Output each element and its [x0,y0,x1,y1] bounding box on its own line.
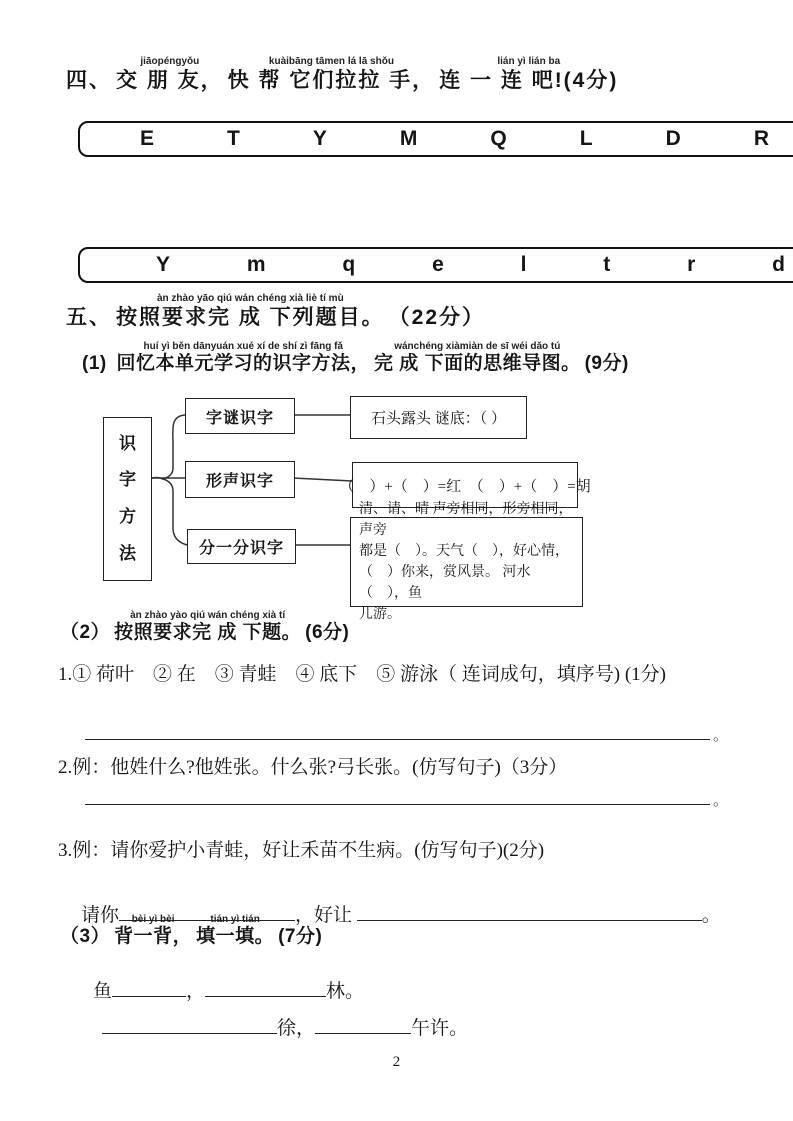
uppercase-letter-strip [78,121,793,157]
heading-text: (9分) [584,353,629,374]
heading-segment [439,56,618,93]
heading-text: 回忆本单元学习的识字方法， [116,353,371,374]
fill-end: 。 [701,905,721,926]
heading-text: (6分) [305,622,350,643]
leaf-line: （ ）你来，赏风景。 河水（ ），鱼 [359,565,531,601]
heading-segment [66,293,112,330]
heading-text: 按照要求完 成 下题。 [114,622,302,643]
fill-blank [357,900,702,921]
pinyin-text: wánchéng xiàmiàn de sī wéi dǎo tú [394,341,561,352]
heading-segment [389,293,485,330]
letter: T [227,127,240,150]
pinyin-text: àn zhào yāo qiú wán chéng xià liè tí mù [156,293,344,304]
heading-segment [585,341,629,376]
pinyin-text: lián yì lián ba [497,56,561,67]
heading-segment [60,610,110,645]
heading-text: 交 朋 友， [116,69,224,92]
question1-heading [82,341,633,376]
letter: Y [156,253,171,276]
leaf-line: 清、请、晴 声旁相同，形旁相同，声旁 [359,502,573,538]
letter: R [753,127,769,150]
fill-blank [315,1013,411,1034]
heading-segment [374,341,581,376]
leaf-box-split-answer [350,502,583,622]
poem-text: 林。 [326,981,365,1002]
heading-text: 完 成 下面的思维导图。 [374,353,581,374]
heading-segment [116,293,385,330]
letter: e [432,253,444,276]
leaf-line: 都是（ ）。天气（ ），好心情， [359,544,569,559]
leaf-box-phonetic-answer: （ ）+（ ）=红 （ ）+（ ）=胡 [352,462,578,508]
lowercase-letter-strip [78,247,793,283]
letter: L [579,127,593,150]
letter: l [520,253,527,276]
letter: m [246,253,266,276]
section5-heading [66,293,489,330]
diagram-root-box [103,417,152,581]
letter: r [687,253,696,276]
heading-segment [60,914,110,949]
heading-segment [114,610,301,645]
heading-text: （22分） [388,306,486,329]
heading-text: 快 帮 它们拉拉 手， [227,69,436,92]
fill-prefix: 请你 [81,905,120,926]
heading-text: 背一背， [114,926,193,947]
page-number: 2 [392,1054,401,1070]
answer-line-1-period: 。 [713,728,729,744]
letter: D [665,127,681,150]
heading-segment [116,56,224,93]
item1-text: 1.① 荷叶 ② 在 ③ 青蛙 ④ 底下 ⑤ 游泳（ 连词成句，填序号) (1分) [58,664,666,685]
pinyin-text: àn zhào yào qiú wán chéng xià tí [130,610,286,621]
root-char: 法 [119,543,136,563]
root-char: 方 [119,507,136,526]
heading-text: 填一填。 [196,926,275,947]
heading-segment [305,610,349,645]
letter: q [342,253,356,276]
heading-text: （2） [60,622,111,643]
heading-text: 四、 [66,69,112,92]
item3-text: 3.例：请你爱护小青蛙，好让禾苗不生病。(仿写句子)(2分) [58,840,545,861]
leaf-box-riddle-answer: 石头露头 谜底：（ ） [350,396,527,439]
pinyin-text: jiāopéngyǒu [140,56,200,67]
heading-segment [66,56,112,93]
heading-segment [117,341,371,376]
leaf-line: 儿游。 [359,607,401,622]
mind-map-diagram [0,388,700,622]
pinyin-text: tián yì tián [210,914,260,925]
branch-box-riddle: 字谜识字 [185,398,295,434]
pinyin-text: kuàibāng tāmen lá lā shǒu [268,56,394,67]
letter: M [399,127,418,150]
letter: E [140,127,155,150]
poem-text: 鱼 [93,981,113,1002]
pinyin-text: huí yì běn dānyuán xué xí de shí zì fāng fǎ [143,341,343,352]
branch-box-split: 分一分识字 [187,529,296,564]
question3-heading [60,914,326,949]
heading-text: 连 一 连 吧!(4分) [439,69,619,92]
heading-segment [114,914,192,949]
heading-segment [196,914,274,949]
heading-text: (1) [82,353,113,374]
letter: t [603,253,611,276]
heading-text: (7分) [278,926,323,947]
heading-text: 五、 [66,306,112,329]
letter: d [772,253,785,276]
heading-text: 按照要求完 成 下列题目。 [116,306,385,329]
pinyin-text: bèi yì bèi [131,914,175,925]
heading-segment [82,341,113,376]
heading-segment [228,56,436,93]
heading-segment [278,914,322,949]
root-char: 字 [119,470,136,490]
poem-text: ， [186,981,206,1002]
question2-heading [60,610,353,645]
section4-heading [66,56,622,93]
poem-text: 徐， [277,1018,316,1039]
heading-text: （3） [60,926,111,947]
answer-line-2-period: 。 [713,793,729,809]
answer-line-1 [85,717,710,740]
answer-line-2 [85,782,710,805]
poem-text: 午许。 [411,1018,469,1039]
letter: Q [490,127,507,150]
root-char: 识 [119,433,136,453]
fill-mid: ，好让 [295,905,357,926]
poem-fill-line-2 [83,991,468,1062]
letter: Y [312,127,327,150]
fill-blank [102,1013,277,1034]
branch-box-phonetic: 形声识字 [185,461,295,498]
item2-text: 2.例：他姓什么?他姓张。什么张?弓长张。(仿写句子)（3分） [58,757,568,778]
